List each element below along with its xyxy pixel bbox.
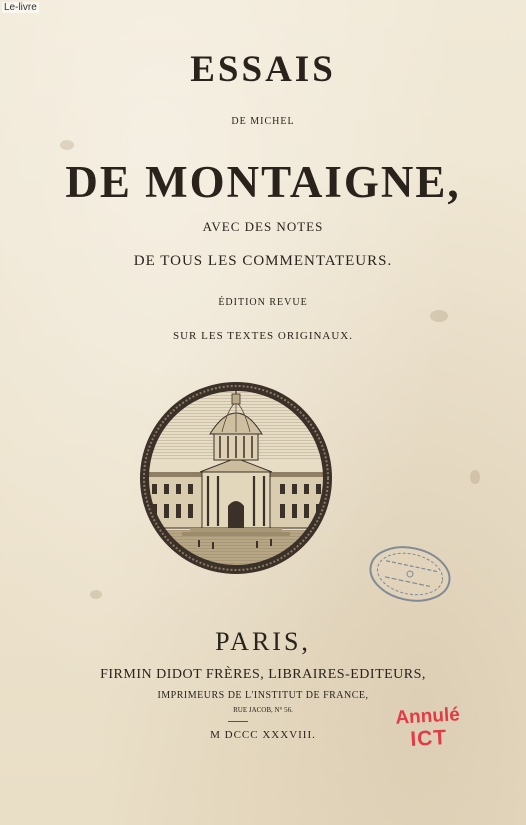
cancel-line-1: Annulé <box>394 704 461 729</box>
foxing-spot <box>430 310 448 322</box>
watermark: Le-livre <box>4 2 37 13</box>
printers-line: IMPRIMEURS DE L'INSTITUT DE FRANCE, <box>157 690 369 701</box>
author-name: DE MONTAIGNE, <box>65 157 461 207</box>
foxing-spot <box>470 470 480 484</box>
by-line: DE MICHEL <box>231 116 295 127</box>
foxing-spot <box>60 140 74 150</box>
publication-place: PARIS, <box>215 627 311 656</box>
edition-line-2: SUR LES TEXTES ORIGINAUX. <box>172 330 354 342</box>
book-title: ESSAIS <box>190 49 336 90</box>
notes-line-2: DE TOUS LES COMMENTATEURS. <box>133 253 393 269</box>
cancellation-stamp <box>395 704 462 751</box>
divider-rule <box>228 721 248 722</box>
cancel-line-2: ICT <box>409 726 448 751</box>
publisher-address: RUE JACOB, N° 56. <box>233 706 293 714</box>
publication-date: M DCCC XXXVIII. <box>210 729 316 741</box>
notes-line-1: AVEC DES NOTES <box>202 219 324 234</box>
edition-line-1: ÉDITION REVUE <box>218 297 308 308</box>
oval-library-stamp-icon <box>366 540 454 608</box>
foxing-spot <box>90 590 102 599</box>
publisher-name: FIRMIN DIDOT FRÈRES, LIBRAIRES-EDITEURS, <box>100 667 426 682</box>
domed-building-engraving-icon <box>138 380 334 576</box>
